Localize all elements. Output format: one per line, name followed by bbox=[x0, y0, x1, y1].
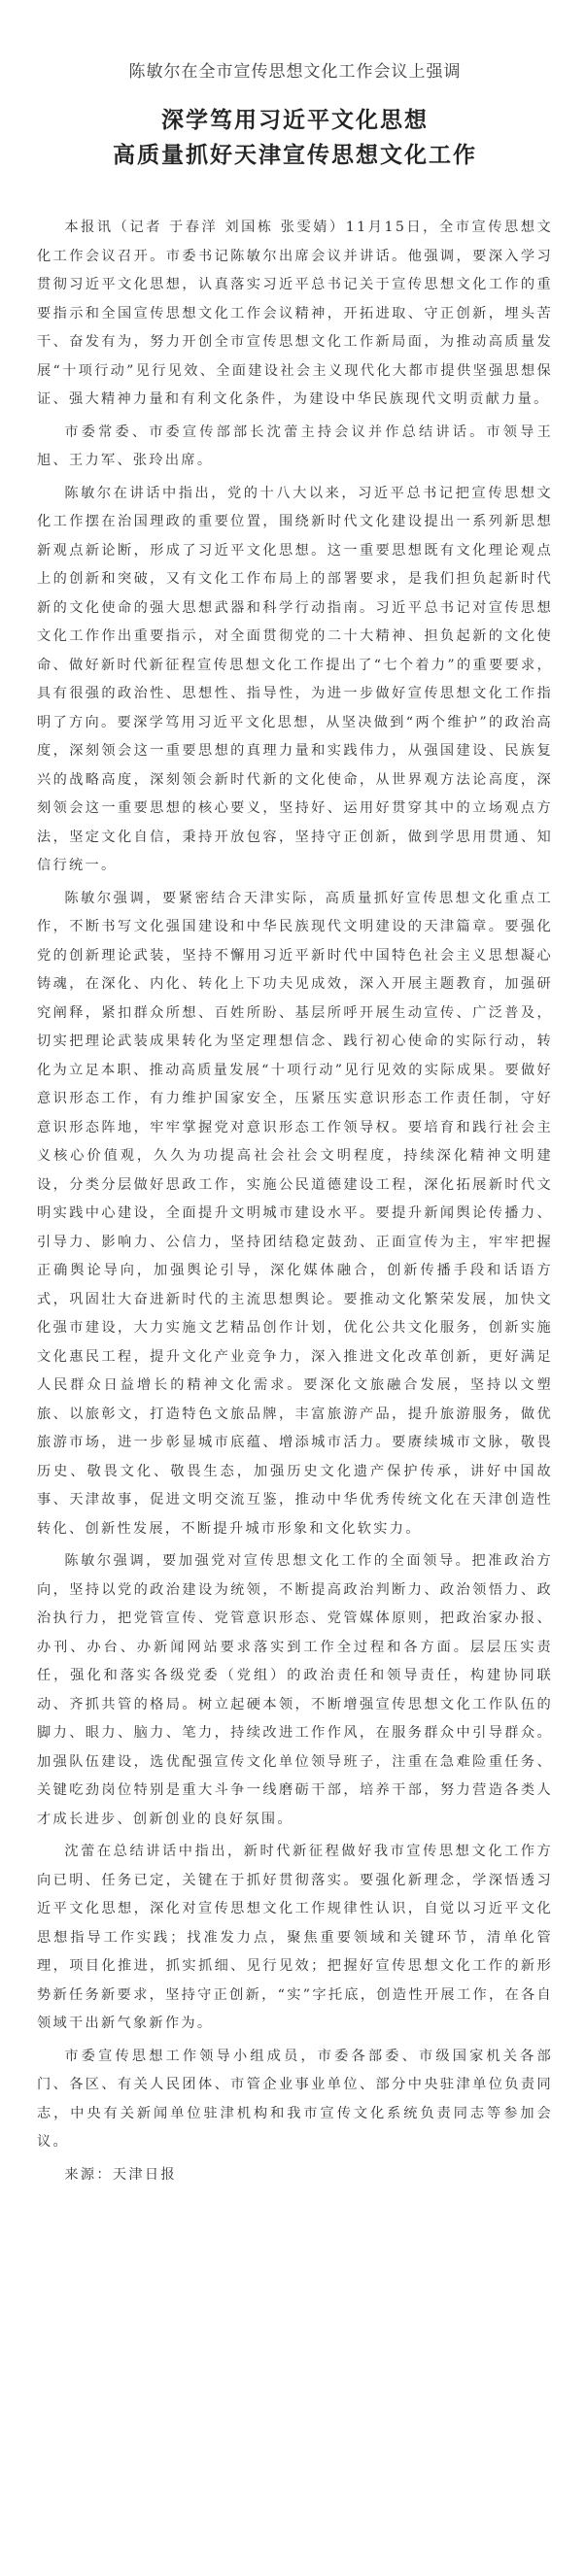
paragraph-participants: 市委宣传思想工作领导小组成员，市委各部委、市级国家机关各部门、各区、有关人民团体、市管企业事业单位、部分中央驻津单位负责同志，中央有关新闻单位驻津机构和我市宣传文化系统负责同志等参加会议。 bbox=[37, 2048, 553, 2150]
article-headline bbox=[37, 103, 553, 173]
paragraph-attendees: 市委常委、市委宣传部部长沈蕾主持会议并作总结讲话。市领导王旭、王力军、张玲出席。 bbox=[37, 424, 553, 468]
article-kicker: 陈敏尔在全市宣传思想文化工作会议上强调 bbox=[128, 62, 462, 82]
paragraph-party-leadership: 陈敏尔强调，要加强党对宣传思想文化工作的全面领导。把准政治方向，坚持以党的政治建设为统领，不断提高政治判断力、政治领悟力、政治执行力，把党管宣传、党管意识形态、党管媒体原则，把政治家办报、办刊、办台、办新闻网站要求落实到工作全过程和各方面。层层压实责任，强化和落实各级党委（党组）的政治责任和领导责任，构建协同联动、齐抓共管的格局。树立起硬本领，不断增强宣传思想文化工作队伍的脚力、眼力、脑力、笔力，持续改进工作作风，在服务群众中引导群众。加强队伍建设，选优配强宣传文化单位领导班子，注重在急难险重任务、关键吃劲岗位特别是重大斗争一线磨砺干部，培养干部，努力营造各类人才成长进步、创新创业的良好氛围。 bbox=[37, 1553, 553, 1827]
paragraph-summary: 沈蕾在总结讲话中指出，新时代新征程做好我市宣传思想文化工作方向已明、任务已定，关键在于抓好贯彻落实。要强化新理念，学深悟透习近平文化思想，深化对宣传思想文化工作规律性认识，自觉以习近平文化思想指导工作实践；找准发力点，聚焦重要领域和关键环节，清单化管理，项目化推进，抓实抓细、见行见效；把握好宣传思想文化工作的新形势新任务新要求，坚持守正创新，“实”字托底，创造性开展工作，在各自领域干出新气象新作为。 bbox=[37, 1844, 553, 2031]
paragraph-key-tasks: 陈敏尔强调，要紧密结合天津实际，高质量抓好宣传思想文化重点工作，不断书写文化强国建设和中华民族现代文明建设的天津篇章。要强化党的创新理论武装，坚持不懈用习近平新时代中国特色社会主义思想凝心铸魂，在深化、内化、转化上下功夫见成效，深入开展主题教育，加强研究阐释，紧扣群众所想、百姓所盼、基层所呼开展生动宣传、广泛普及，切实把理论武装成果转化为坚定理想信念、践行初心使命的实际行动，转化为立足本职、推动高质量发展“十项行动”见行见效的实际成果。要做好意识形态工作，有力维护国家安全，压紧压实意识形态工作责任制，守好意识形态阵地，牢牢掌握党对意识形态工作领导权。要培育和践行社会主义核心价值观，久久为功提高社会社会文明程度，持续深化精神文明建设，分类分层做好思政工作，实施公民道德建设工程，深化拓展新时代文明实践中心建设，全面提升文明城市建设水平。要提升新闻舆论传播力、引导力、影响力、公信力，坚持团结稳定鼓劲、正面宣传为主，牢牢把握正确舆论导向，加强舆论引导，深化媒体融合，创新传播手段和话语方式，巩固壮大奋进新时代的主流思想舆论。要推动文化繁荣发展，加快文化强市建设，大力实施文艺精品创作计划，优化公共文化服务，创新实施文化惠民工程，提升文化产业竞争力，深入推进文化改革创新，更好满足人民群众日益增长的精神文化需求。要深化文旅融合发展，坚持以文塑旅、以旅彰文，打造特色文旅品牌，丰富旅游产品，提升旅游服务，做优旅游市场，进一步彰显城市底蕴、增添城市活力。要赓续城市文脉，敬畏历史、敬畏文化、敬畏生态，加强历史文化遗产保护传承，讲好中国故事、天津故事，促进文明交流互鉴，推动中华优秀传统文化在天津创造性转化、创新性发展，不断提升城市形象和文化软实力。 bbox=[37, 890, 553, 1537]
paragraph-speech-points: 陈敏尔在讲话中指出，党的十八大以来，习近平总书记把宣传思想文化工作摆在治国理政的重要位置，围绕新时代文化建设提出一系列新思想新观点新论断，形成了习近平文化思想。这一重要思想既有文化理论观点上的创新和突破，又有文化工作布局上的部署要求，是我们担负起新时代新的文化使命的强大思想武器和科学行动指南。习近平总书记对宣传思想文化工作作出重要指示，对全面贯彻党的二十大精神、担负起新的文化使命、做好新时代新征程宣传思想文化工作提出了“七个着力”的重要要求，具有很强的政治性、思想性、指导性，为进一步做好宣传思想文化工作指明了方向。要深学笃用习近平文化思想，从坚决做到“两个维护”的政治高度，深刻领会这一重要思想的真理力量和实践伟力，从强国建设、民族复兴的战略高度，深刻领会新时代新的文化使命，从世界观方法论高度，深刻领会这一重要思想的核心要义，坚持好、运用好贯穿其中的立场观点方法，坚定文化自信，秉持开放包容，坚持守正创新，做到学思用贯通、知信行统一。 bbox=[37, 485, 553, 873]
paragraph-lead: 本报讯（记者 于春洋 刘国栋 张雯婧）11月15日，全市宣传思想文化工作会议召开。市委书记陈敏尔出席会议并讲话。他强调，要深入学习贯彻习近平文化思想，认真落实习近平总书记关于宣传思想文化工作的重要指示和全国宣传思想文化工作会议精神，开拓进取、守正创新，埋头苦干、奋发有为，努力开创全市宣传思想文化工作新局面，为推动高质量发展“十项行动”见行见效、全面建设社会主义现代化大都市提供坚强思想保证、强大精神力量和有利文化条件，为建设中华民族现代文明贡献力量。 bbox=[37, 220, 553, 407]
headline-line-1: 深学笃用习近平文化思想 bbox=[161, 108, 429, 133]
article-body bbox=[37, 214, 553, 2189]
headline-line-2: 高质量抓好天津宣传思想文化工作 bbox=[113, 143, 477, 168]
article-source: 来源：天津日报 bbox=[64, 2166, 177, 2183]
